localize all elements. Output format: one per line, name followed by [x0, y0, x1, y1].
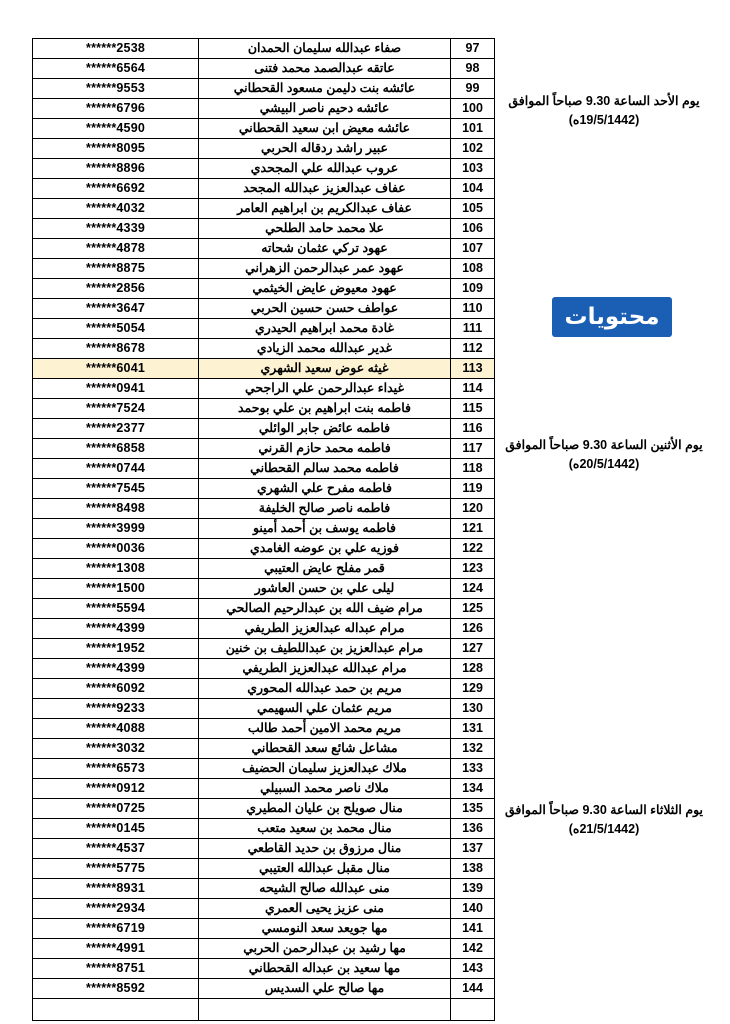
row-name: منال مرزوق بن حديد القاطعي: [199, 839, 451, 859]
table-row: [33, 639, 495, 659]
table-row: [33, 659, 495, 679]
table-row: [33, 259, 495, 279]
row-number: 103: [451, 159, 495, 179]
row-id-number: ******4399: [33, 619, 199, 639]
row-id-number: ******7524: [33, 399, 199, 419]
row-id-number: ******2538: [33, 39, 199, 59]
row-number: 130: [451, 699, 495, 719]
row-name: غيثه عوض سعيد الشهري: [199, 359, 451, 379]
row-name: عواطف حسن حسين الحربي: [199, 299, 451, 319]
row-name: عهود عمر عبدالرحمن الزهراني: [199, 259, 451, 279]
table-row: [33, 499, 495, 519]
row-id-number: ******1308: [33, 559, 199, 579]
row-id-number: ******2934: [33, 899, 199, 919]
session-note: [495, 801, 713, 839]
session-note-line2: (19/5/1442ه): [568, 113, 640, 127]
table-row: [33, 739, 495, 759]
row-name: علا محمد حامد الطلحي: [199, 219, 451, 239]
row-number: 107: [451, 239, 495, 259]
row-name: عبير راشد ردقاله الحربي: [199, 139, 451, 159]
row-id-number: ******4590: [33, 119, 199, 139]
row-id-number: ******5594: [33, 599, 199, 619]
row-number: 132: [451, 739, 495, 759]
row-number: 116: [451, 419, 495, 439]
row-id-number: ******6564: [33, 59, 199, 79]
roster-table: [32, 38, 495, 1021]
table-row: [33, 759, 495, 779]
row-id-number: ******9553: [33, 79, 199, 99]
row-name: مها سعيد بن عبداله القحطاني: [199, 959, 451, 979]
row-number: 118: [451, 459, 495, 479]
row-number: 109: [451, 279, 495, 299]
row-name: ملاك عبدالعزيز سليمان الحضيف: [199, 759, 451, 779]
table-row: [33, 179, 495, 199]
table-row: [33, 879, 495, 899]
row-number: 129: [451, 679, 495, 699]
row-id-number: ******0744: [33, 459, 199, 479]
row-number: 123: [451, 559, 495, 579]
table-row: [33, 479, 495, 499]
row-name: مها صالح علي السديس: [199, 979, 451, 999]
table-row: [33, 359, 495, 379]
table-row: [33, 99, 495, 119]
row-name: منى عزيز يحيى العمري: [199, 899, 451, 919]
empty-cell: [199, 999, 451, 1021]
row-id-number: ******4991: [33, 939, 199, 959]
row-id-number: ******7545: [33, 479, 199, 499]
table-row: [33, 719, 495, 739]
table-row: [33, 39, 495, 59]
row-name: مشاعل شائع سعد القحطاني: [199, 739, 451, 759]
row-id-number: ******4537: [33, 839, 199, 859]
table-row: [33, 859, 495, 879]
row-number: 136: [451, 819, 495, 839]
row-number: 141: [451, 919, 495, 939]
row-id-number: ******6041: [33, 359, 199, 379]
table-row: [33, 919, 495, 939]
row-number: 114: [451, 379, 495, 399]
row-id-number: ******8095: [33, 139, 199, 159]
table-row: [33, 939, 495, 959]
row-name: منال صويلح بن عليان المطيري: [199, 799, 451, 819]
row-name: فاطمه محمد حازم القرني: [199, 439, 451, 459]
table-row: [33, 779, 495, 799]
row-name: فاطمه محمد سالم القحطاني: [199, 459, 451, 479]
row-id-number: ******4878: [33, 239, 199, 259]
row-id-number: ******6692: [33, 179, 199, 199]
row-number: 135: [451, 799, 495, 819]
row-id-number: ******4032: [33, 199, 199, 219]
row-number: 102: [451, 139, 495, 159]
row-id-number: ******4339: [33, 219, 199, 239]
row-id-number: ******0912: [33, 779, 199, 799]
row-name: منال محمد بن سعيد متعب: [199, 819, 451, 839]
table-row: [33, 399, 495, 419]
session-note-line2: (20/5/1442ه): [568, 457, 640, 471]
row-number: 140: [451, 899, 495, 919]
row-id-number: ******0941: [33, 379, 199, 399]
row-id-number: ******8751: [33, 959, 199, 979]
row-name: عائشه بنت دليمن مسعود القحطاني: [199, 79, 451, 99]
row-id-number: ******4088: [33, 719, 199, 739]
table-row: [33, 159, 495, 179]
table-row: [33, 819, 495, 839]
row-name: منى عبدالله صالح الشيحه: [199, 879, 451, 899]
row-name: فاطمه بنت ابراهيم بن علي بوحمد: [199, 399, 451, 419]
row-name: غيداء عبدالرحمن علي الراجحي: [199, 379, 451, 399]
row-number: 143: [451, 959, 495, 979]
table-row: [33, 239, 495, 259]
row-number: 101: [451, 119, 495, 139]
empty-cell: [33, 999, 199, 1021]
table-row: [33, 439, 495, 459]
row-id-number: ******6719: [33, 919, 199, 939]
table-row: [33, 219, 495, 239]
session-note-line1: يوم الأحد الساعة 9.30 صباحاً الموافق: [508, 94, 700, 108]
table-row: [33, 379, 495, 399]
table-row: [33, 139, 495, 159]
row-id-number: ******1952: [33, 639, 199, 659]
table-row: [33, 559, 495, 579]
row-number: 98: [451, 59, 495, 79]
row-number: 105: [451, 199, 495, 219]
roster-table-container: [33, 38, 495, 1021]
row-number: 124: [451, 579, 495, 599]
row-id-number: ******5054: [33, 319, 199, 339]
table-row: [33, 419, 495, 439]
row-name: فاطمه مفرح علي الشهري: [199, 479, 451, 499]
table-row: [33, 599, 495, 619]
roster-table-body: [33, 39, 495, 1021]
row-id-number: ******6796: [33, 99, 199, 119]
table-row: [33, 119, 495, 139]
row-number: 133: [451, 759, 495, 779]
table-row: [33, 79, 495, 99]
row-id-number: ******0036: [33, 539, 199, 559]
row-id-number: ******4399: [33, 659, 199, 679]
row-number: 115: [451, 399, 495, 419]
row-name: مرام عبدالله عبدالعزيز الطريفي: [199, 659, 451, 679]
row-number: 97: [451, 39, 495, 59]
row-number: 131: [451, 719, 495, 739]
row-name: مريم بن حمد عبدالله المحوري: [199, 679, 451, 699]
session-note-line2: (21/5/1442ه): [568, 822, 640, 836]
row-number: 139: [451, 879, 495, 899]
row-number: 100: [451, 99, 495, 119]
table-row: [33, 839, 495, 859]
row-number: 104: [451, 179, 495, 199]
row-name: مها رشيد بن عبدالرحمن الحربي: [199, 939, 451, 959]
row-id-number: ******3032: [33, 739, 199, 759]
row-number: 127: [451, 639, 495, 659]
row-number: 106: [451, 219, 495, 239]
table-row: [33, 279, 495, 299]
row-number: 125: [451, 599, 495, 619]
row-number: 99: [451, 79, 495, 99]
table-row: [33, 319, 495, 339]
table-row: [33, 59, 495, 79]
row-number: 137: [451, 839, 495, 859]
row-number: 111: [451, 319, 495, 339]
table-row: [33, 619, 495, 639]
row-name: عهود تركي عثمان شحاته: [199, 239, 451, 259]
row-id-number: ******6092: [33, 679, 199, 699]
row-id-number: ******8498: [33, 499, 199, 519]
table-row: [33, 579, 495, 599]
row-name: مرام ضيف الله بن عبدالرحيم الصالحي: [199, 599, 451, 619]
session-note: [495, 92, 713, 130]
row-name: عهود معيوض عايض الخيثمي: [199, 279, 451, 299]
table-row: [33, 339, 495, 359]
table-row: [33, 679, 495, 699]
row-name: فاطمه ناصر صالح الخليفة: [199, 499, 451, 519]
row-id-number: ******5775: [33, 859, 199, 879]
row-name: ليلى علي بن حسن العاشور: [199, 579, 451, 599]
session-note-line1: يوم الثلاثاء الساعة 9.30 صباحاً الموافق: [504, 803, 704, 817]
row-id-number: ******3647: [33, 299, 199, 319]
row-name: ملاك ناصر محمد السبيلي: [199, 779, 451, 799]
row-number: 119: [451, 479, 495, 499]
row-number: 126: [451, 619, 495, 639]
row-number: 108: [451, 259, 495, 279]
row-name: عاتقه عبدالصمد محمد فتنى: [199, 59, 451, 79]
row-id-number: ******0725: [33, 799, 199, 819]
row-name: مريم محمد الامين أحمد طالب: [199, 719, 451, 739]
row-name: عائشه دحيم ناصر البيشي: [199, 99, 451, 119]
row-id-number: ******9233: [33, 699, 199, 719]
empty-cell: [451, 999, 495, 1021]
table-row: [33, 699, 495, 719]
session-notes-column: [495, 38, 713, 983]
row-id-number: ******1500: [33, 579, 199, 599]
row-name: عائشه معيض ابن سعيد القحطاني: [199, 119, 451, 139]
row-name: فاطمه عائض جابر الوائلي: [199, 419, 451, 439]
row-id-number: ******8875: [33, 259, 199, 279]
row-number: 142: [451, 939, 495, 959]
row-name: عفاف عبدالكريم بن ابراهيم العامر: [199, 199, 451, 219]
row-name: مريم عثمان علي السهيمي: [199, 699, 451, 719]
row-name: مرام عبداله عبدالعزيز الطريفي: [199, 619, 451, 639]
row-id-number: ******6573: [33, 759, 199, 779]
table-row: [33, 199, 495, 219]
row-name: منال مقبل عبدالله العتيبي: [199, 859, 451, 879]
row-name: غدير عبدالله محمد الزيادي: [199, 339, 451, 359]
row-name: غادة محمد ابراهيم الحيدري: [199, 319, 451, 339]
table-row: [33, 539, 495, 559]
table-row: [33, 899, 495, 919]
row-name: مها جويعد سعد النومسي: [199, 919, 451, 939]
row-name: قمر مفلح عايض العتيبي: [199, 559, 451, 579]
table-row: [33, 979, 495, 999]
row-id-number: ******8896: [33, 159, 199, 179]
session-note-line1: يوم الأثنين الساعة 9.30 صباحاً الموافق: [505, 438, 703, 452]
row-id-number: ******8592: [33, 979, 199, 999]
row-number: 120: [451, 499, 495, 519]
row-id-number: ******3999: [33, 519, 199, 539]
row-number: 117: [451, 439, 495, 459]
row-id-number: ******8678: [33, 339, 199, 359]
row-id-number: ******2377: [33, 419, 199, 439]
row-id-number: ******0145: [33, 819, 199, 839]
row-name: عفاف عبدالعزيز عبدالله المجحد: [199, 179, 451, 199]
watermark-logo-text: محتويات: [564, 304, 660, 330]
row-number: 121: [451, 519, 495, 539]
row-name: فوزيه علي بن عوضه الغامدي: [199, 539, 451, 559]
table-row-empty: [33, 999, 495, 1021]
row-number: 144: [451, 979, 495, 999]
row-name: فاطمه يوسف بن أحمد أمينو: [199, 519, 451, 539]
row-number: 110: [451, 299, 495, 319]
row-name: عروب عبدالله علي المجحدي: [199, 159, 451, 179]
table-row: [33, 519, 495, 539]
row-id-number: ******2856: [33, 279, 199, 299]
row-name: صفاء عبدالله سليمان الحمدان: [199, 39, 451, 59]
row-number: 122: [451, 539, 495, 559]
row-number: 128: [451, 659, 495, 679]
row-number: 112: [451, 339, 495, 359]
table-row: [33, 299, 495, 319]
table-row: [33, 459, 495, 479]
row-name: مرام عبدالعزيز بن عبداللطيف بن خنين: [199, 639, 451, 659]
row-id-number: ******8931: [33, 879, 199, 899]
row-id-number: ******6858: [33, 439, 199, 459]
table-row: [33, 799, 495, 819]
session-note: [495, 436, 713, 474]
row-number: 113: [451, 359, 495, 379]
row-number: 134: [451, 779, 495, 799]
table-row: [33, 959, 495, 979]
row-number: 138: [451, 859, 495, 879]
watermark-logo: [552, 297, 672, 337]
